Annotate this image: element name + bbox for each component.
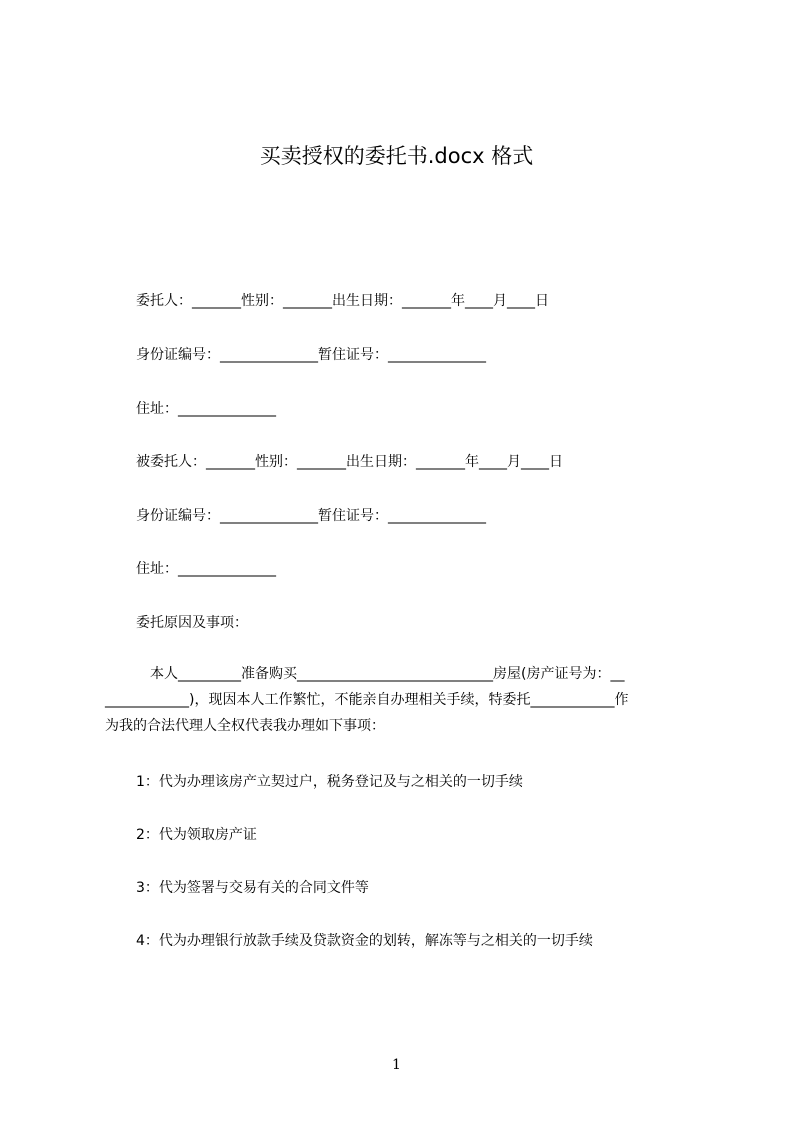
agent-id-line: 身份证编号：______________暂住证号：______________ [136, 508, 486, 524]
list-item: 1：代为办理该房产立契过户，税务登记及与之相关的一切手续 [136, 774, 523, 790]
principal-id-line: 身份证编号：______________暂住证号：______________ [136, 347, 486, 363]
list-item: 4：代为办理银行放款手续及贷款资金的划转，解冻等与之相关的一切手续 [136, 933, 593, 949]
agent-info-line: 被委托人：_______性别：_______出生日期：_______年____月____日 [136, 454, 563, 470]
agent-address-line: 住址：______________ [136, 561, 276, 577]
list-item: 3：代为签署与交易有关的合同文件等 [136, 880, 369, 896]
principal-address-line: 住址：______________ [136, 401, 276, 417]
main-paragraph-line: ____________)，现因本人工作繁忙，不能亲自办理相关手续，特委托____________作 [105, 692, 629, 708]
principal-info-line: 委托人：_______性别：_______出生日期：_______年____月____日 [136, 293, 549, 309]
document-title: 买卖授权的委托书.docx 格式 [259, 144, 534, 168]
reason-heading: 委托原因及事项： [136, 615, 248, 631]
main-paragraph-line: 本人_________准备购买____________________________房屋(房产证号为：__ [136, 666, 625, 682]
main-paragraph-line: 为我的合法代理人全权代表我办理如下事项： [105, 718, 385, 734]
main-paragraph [105, 661, 705, 739]
list-item: 2：代为领取房产证 [136, 827, 257, 843]
page-number: 1 [392, 1057, 401, 1073]
